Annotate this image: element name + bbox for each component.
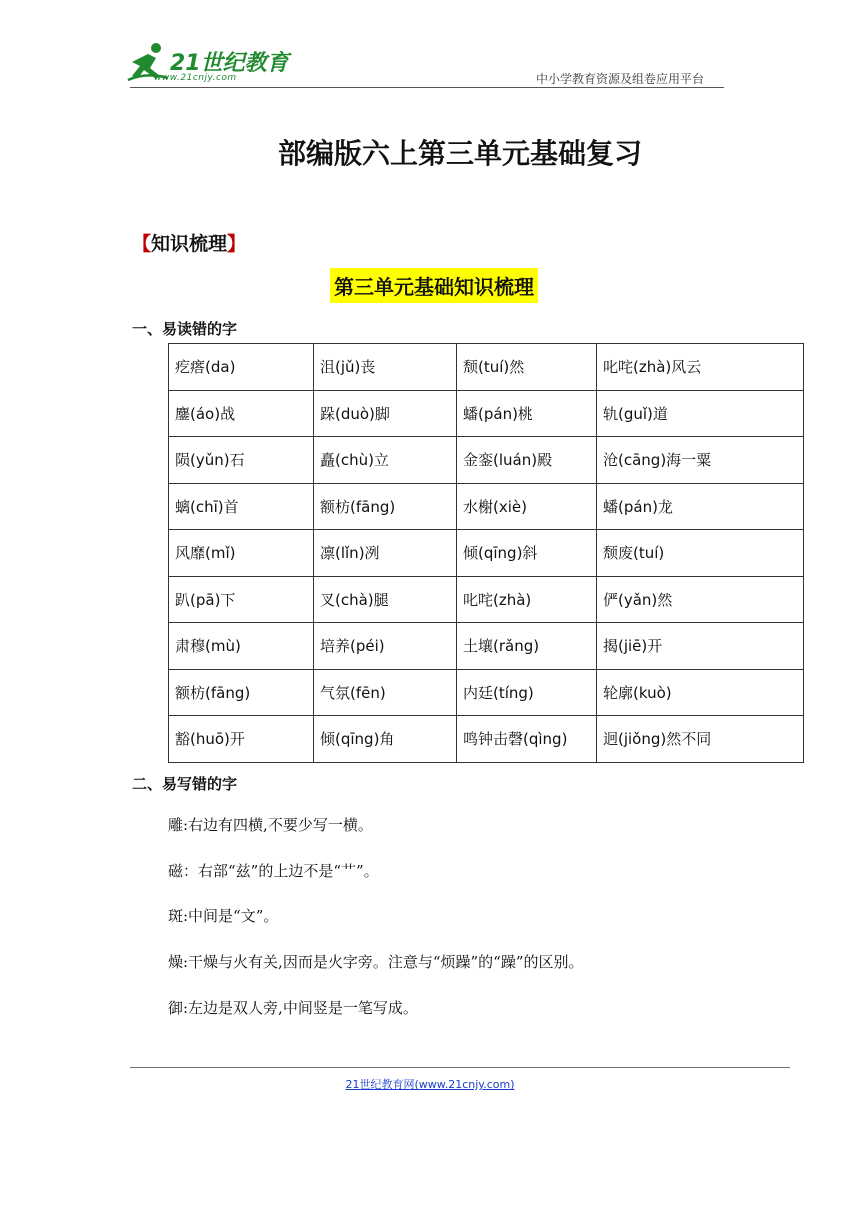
table-cell: 颓(tuí)然	[457, 344, 597, 391]
table-cell: 培养(péi)	[314, 623, 457, 670]
table-cell: 俨(yǎn)然	[597, 576, 804, 623]
note-item: 斑:中间是“文”。	[168, 907, 279, 925]
table-cell: 倾(qīng)斜	[457, 530, 597, 577]
table-cell: 鏖(áo)战	[169, 390, 314, 437]
table-cell: 肃穆(mù)	[169, 623, 314, 670]
platform-tagline: 中小学教育资源及组卷应用平台	[536, 72, 705, 86]
table-cell: 沧(cāng)海一粟	[597, 437, 804, 484]
table-cell: 跺(duò)脚	[314, 390, 457, 437]
close-bracket: 】	[227, 233, 247, 255]
table-row	[169, 716, 804, 763]
table-cell: 额枋(fāng)	[169, 669, 314, 716]
table-cell: 矗(chù)立	[314, 437, 457, 484]
word-table	[168, 343, 804, 763]
table-cell: 揭(jiē)开	[597, 623, 804, 670]
table-row	[169, 576, 804, 623]
table-cell: 豁(huō)开	[169, 716, 314, 763]
table-cell: 叱咤(zhà)	[457, 576, 597, 623]
table-cell: 内廷(tíng)	[457, 669, 597, 716]
table-cell: 蟠(pán)龙	[597, 483, 804, 530]
table-row	[169, 669, 804, 716]
site-logo	[124, 40, 294, 90]
open-bracket: 【	[132, 233, 152, 255]
table-cell: 疙瘩(da)	[169, 344, 314, 391]
table-cell: 陨(yǔn)石	[169, 437, 314, 484]
table-cell: 趴(pā)下	[169, 576, 314, 623]
header-divider	[130, 87, 724, 88]
table-cell: 金銮(luán)殿	[457, 437, 597, 484]
table-row	[169, 344, 804, 391]
table-row	[169, 530, 804, 577]
footer-link[interactable]: 21世纪教育网(www.21cnjy.com)	[345, 1078, 515, 1091]
footer-divider	[130, 1067, 790, 1068]
logo-text: 21世纪教育	[170, 51, 289, 76]
section-heading-text: 知识梳理	[151, 233, 228, 255]
table-row	[169, 623, 804, 670]
note-item: 燥:干燥与火有关,因而是火字旁。注意与“烦躁”的“躁”的区别。	[168, 953, 584, 971]
table-row	[169, 437, 804, 484]
unit-summary-title: 第三单元基础知识梳理	[330, 268, 538, 303]
table-cell: 颓废(tuí)	[597, 530, 804, 577]
table-cell: 轨(guǐ)道	[597, 390, 804, 437]
table-cell: 轮廓(kuò)	[597, 669, 804, 716]
table-row	[169, 390, 804, 437]
table-cell: 风靡(mǐ)	[169, 530, 314, 577]
part2-heading: 二、易写错的字	[132, 775, 238, 793]
table-row	[169, 483, 804, 530]
table-cell: 螭(chī)首	[169, 483, 314, 530]
table-cell: 额枋(fāng)	[314, 483, 457, 530]
table-cell: 气氛(fēn)	[314, 669, 457, 716]
section-heading	[132, 229, 246, 256]
table-cell: 叉(chà)腿	[314, 576, 457, 623]
table-cell: 鸣钟击磬(qìng)	[457, 716, 597, 763]
table-cell: 沮(jǔ)丧	[314, 344, 457, 391]
table-cell: 土壤(rǎng)	[457, 623, 597, 670]
logo-subtext: www.21cnjy.com	[154, 73, 237, 83]
note-item: 磁：右部“兹”的上边不是“艹”。	[168, 862, 379, 880]
table-cell: 蟠(pán)桃	[457, 390, 597, 437]
table-cell: 凛(lǐn)冽	[314, 530, 457, 577]
part1-heading: 一、易读错的字	[132, 320, 238, 338]
table-cell: 迥(jiǒng)然不同	[597, 716, 804, 763]
document-title: 部编版六上第三单元基础复习	[277, 137, 642, 170]
table-cell: 倾(qīng)角	[314, 716, 457, 763]
table-cell: 叱咤(zhà)风云	[597, 344, 804, 391]
table-cell: 水榭(xiè)	[457, 483, 597, 530]
note-item: 雕:右边有四横,不要少写一横。	[168, 816, 373, 834]
note-item: 御:左边是双人旁,中间竖是一笔写成。	[168, 999, 418, 1017]
